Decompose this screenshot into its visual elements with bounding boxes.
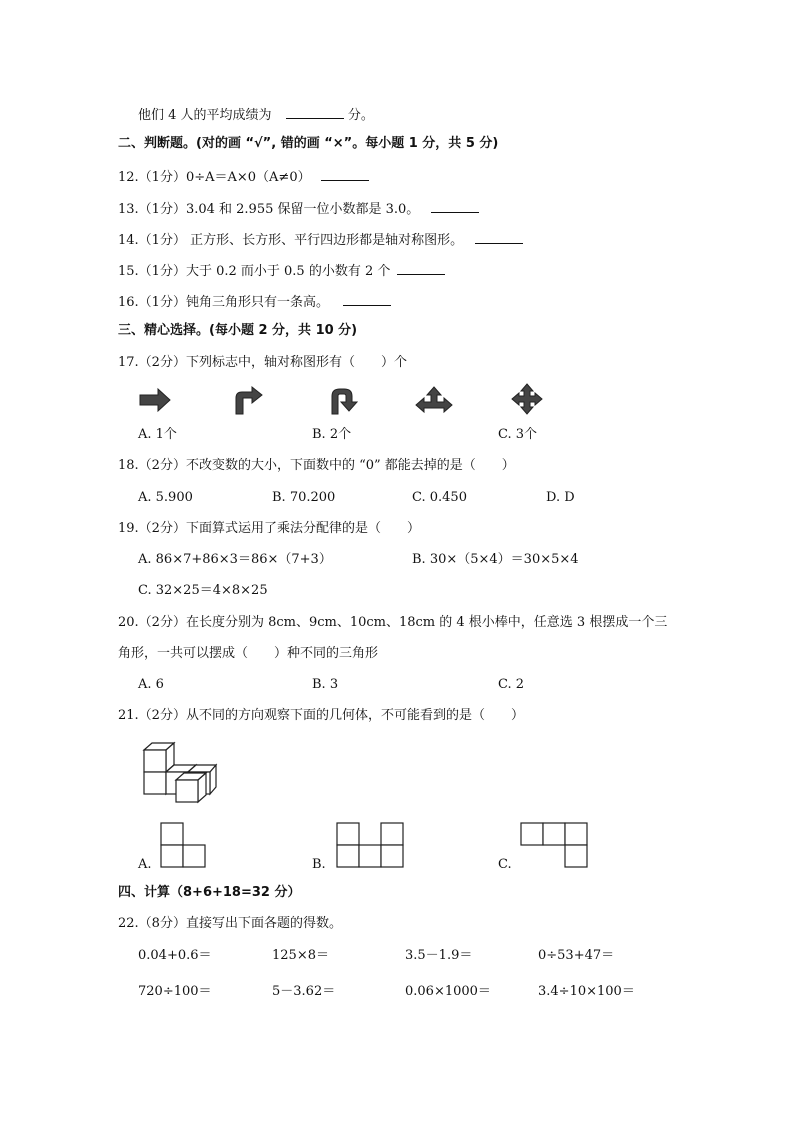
average-score-text: 他们 4 人的平均成绩为 bbox=[138, 108, 272, 123]
question-13 bbox=[118, 198, 479, 219]
question-22-text: 22.（8分）直接写出下面各题的得数。 bbox=[118, 916, 342, 931]
calc-item: 125×8＝ bbox=[272, 948, 329, 963]
question-20-text-line-2: 角形，一共可以摆成（ ）种不同的三角形 bbox=[118, 646, 379, 661]
question-18-text: 18.（2分）不改变数的大小，下面数中的 “0” 都能去掉的是（ ） bbox=[118, 458, 515, 473]
question-19-text: 19.（2分）下面算式运用了乘法分配律的是（ ） bbox=[118, 521, 420, 536]
question-19-option-c[interactable]: C. 32×25＝4×8×25 bbox=[138, 583, 268, 598]
section-3-title: 三、精心选择。(每小题 2 分，共 10 分) bbox=[118, 323, 358, 338]
calc-item: 0.06×1000＝ bbox=[405, 984, 491, 999]
question-16-text: 16.（1分）钝角三角形只有一条高。 bbox=[118, 295, 329, 310]
average-score-suffix: 分。 bbox=[347, 108, 374, 123]
question-21-text: 21.（2分）从不同的方向观察下面的几何体，不可能看到的是（ ） bbox=[118, 708, 524, 723]
section-2-title: 二、判断题。(对的画 “√”, 错的画 “×”。每小题 1 分，共 5 分) bbox=[118, 136, 499, 151]
question-12 bbox=[118, 166, 369, 187]
question-18-option-b[interactable]: B. 70.200 bbox=[272, 490, 336, 505]
calc-item: 0÷53+47＝ bbox=[538, 948, 615, 963]
question-19-option-a[interactable]: A. 86×7+86×3＝86×（7+3） bbox=[138, 552, 332, 567]
question-13-text: 13.（1分）3.04 和 2.955 保留一位小数都是 3.0。 bbox=[118, 202, 420, 217]
question-16-answer-blank[interactable] bbox=[343, 291, 391, 306]
question-15-text: 15.（1分）大于 0.2 而小于 0.5 的小数有 2 个 bbox=[118, 264, 391, 279]
question-20-option-a[interactable]: A. 6 bbox=[138, 677, 164, 692]
turn-right-arrow-icon bbox=[230, 386, 270, 414]
question-13-answer-blank[interactable] bbox=[431, 198, 479, 213]
question-21-option-b[interactable]: B. bbox=[312, 857, 326, 872]
average-score-line bbox=[138, 104, 374, 125]
question-20-option-b[interactable]: B. 3 bbox=[312, 677, 339, 692]
question-15-answer-blank[interactable] bbox=[397, 260, 445, 275]
question-21-option-a[interactable]: A. bbox=[138, 857, 152, 872]
section-4-title: 四、计算（8+6+18=32 分） bbox=[118, 885, 301, 900]
question-18-option-a[interactable]: A. 5.900 bbox=[138, 490, 193, 505]
question-14 bbox=[118, 229, 523, 250]
question-21-option-b-view bbox=[336, 822, 406, 868]
u-turn-arrow-icon bbox=[326, 386, 366, 414]
calc-item: 720÷100＝ bbox=[138, 984, 212, 999]
question-21-option-a-view bbox=[160, 822, 208, 868]
question-17-text: 17.（2分）下列标志中，轴对称图形有（ ）个 bbox=[118, 355, 407, 370]
question-14-text: 14.（1分） 正方形、长方形、平行四边形都是轴对称图形。 bbox=[118, 233, 464, 248]
answer-blank[interactable] bbox=[286, 104, 344, 119]
question-18-option-d[interactable]: D. D bbox=[546, 490, 575, 505]
question-19-option-b[interactable]: B. 30×（5×4）＝30×5×4 bbox=[412, 552, 579, 567]
question-20-option-c[interactable]: C. 2 bbox=[498, 677, 525, 692]
right-arrow-icon bbox=[136, 386, 176, 414]
question-14-answer-blank[interactable] bbox=[475, 229, 523, 244]
calc-item: 0.04+0.6＝ bbox=[138, 948, 212, 963]
question-16 bbox=[118, 291, 391, 312]
question-17-option-b[interactable]: B. 2个 bbox=[312, 427, 352, 442]
calc-item: 3.5－1.9＝ bbox=[405, 948, 473, 963]
question-18-option-c[interactable]: C. 0.450 bbox=[412, 490, 467, 505]
three-way-arrow-icon bbox=[414, 386, 454, 414]
question-21-option-c[interactable]: C. bbox=[498, 857, 512, 872]
calc-item: 5－3.62＝ bbox=[272, 984, 336, 999]
cube-solid-figure bbox=[136, 740, 218, 804]
calc-item: 3.4÷10×100＝ bbox=[538, 984, 635, 999]
question-17-option-a[interactable]: A. 1个 bbox=[138, 427, 177, 442]
question-15 bbox=[118, 260, 445, 281]
question-12-text: 12.（1分）0÷A＝A×0（A≠0） bbox=[118, 170, 311, 185]
question-17-option-c[interactable]: C. 3个 bbox=[498, 427, 538, 442]
four-way-arrow-icon bbox=[510, 384, 544, 414]
question-21-option-c-view bbox=[520, 822, 592, 868]
question-12-answer-blank[interactable] bbox=[321, 166, 369, 181]
question-20-text-line-1: 20.（2分）在长度分别为 8cm、9cm、10cm、18cm 的 4 根小棒中，任意选 3 根摆成一个三 bbox=[118, 615, 668, 630]
